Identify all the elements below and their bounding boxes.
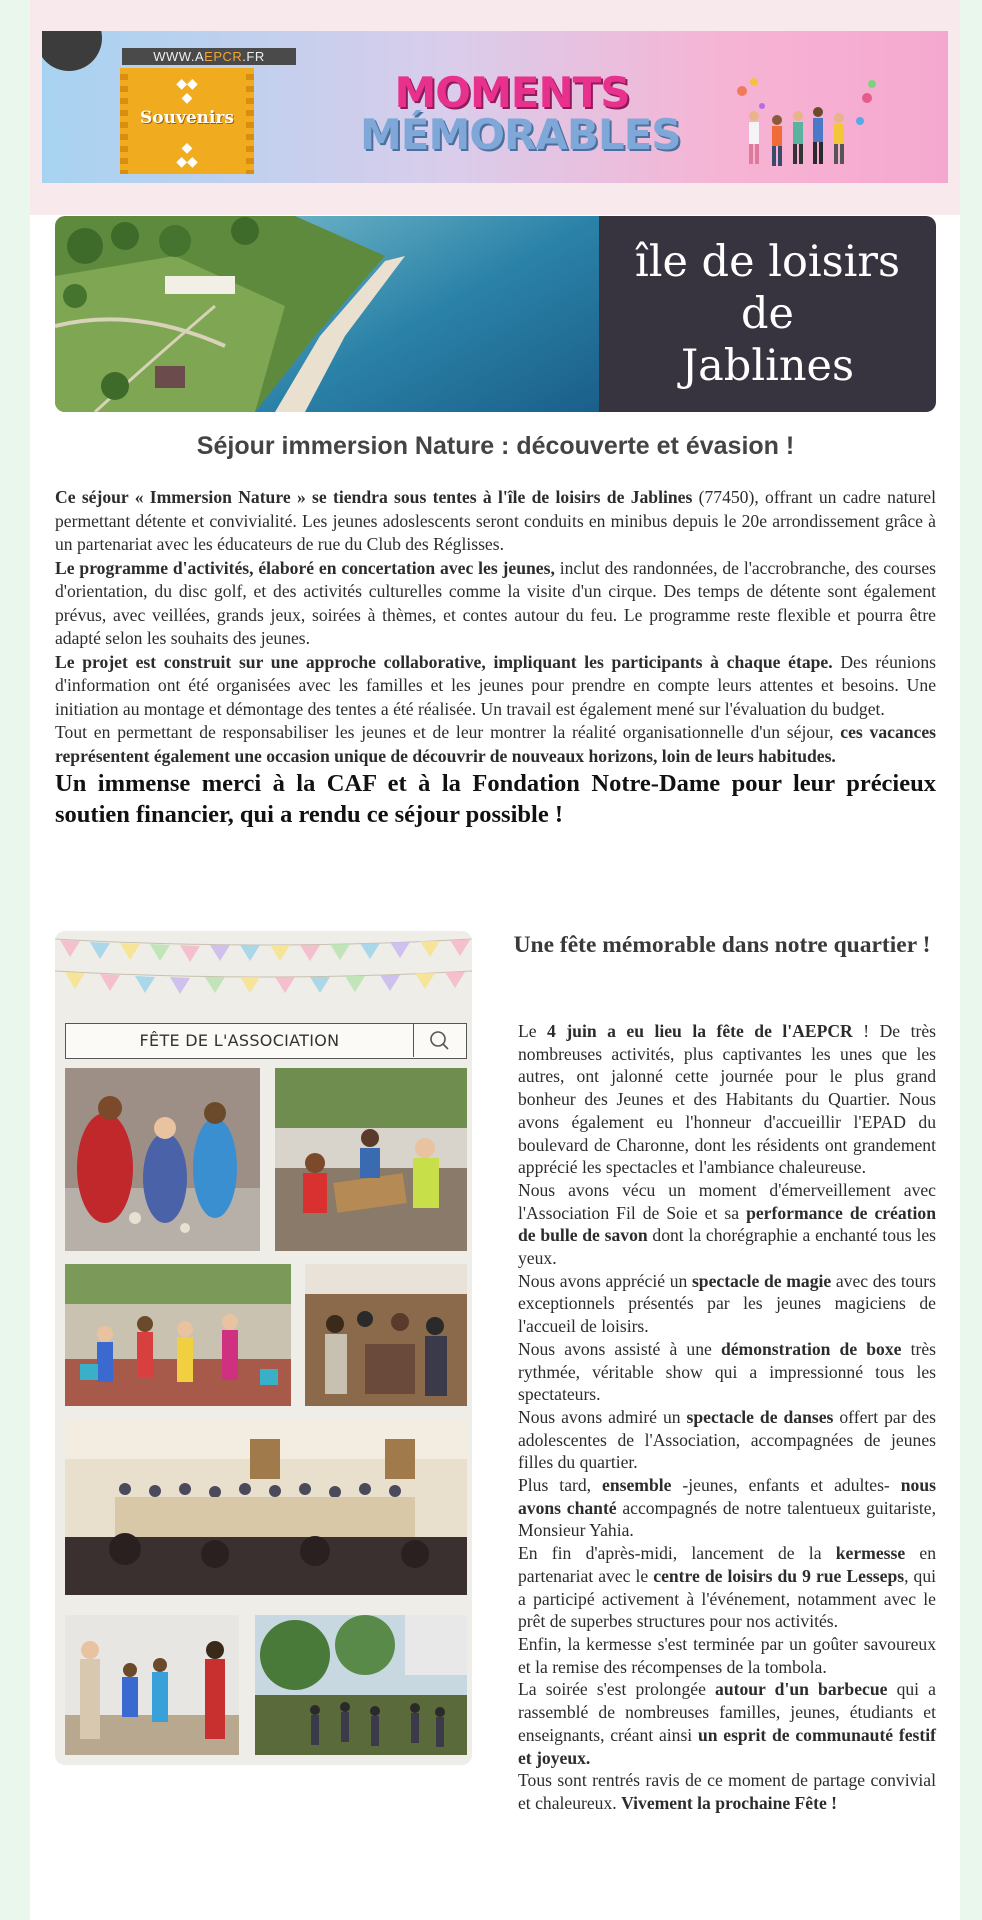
photo-costume-parade [65,1264,291,1406]
fete-photo-collage [55,931,472,1765]
paragraph: Tous sont rentrés ravis de ce moment de partage convivial et chaleureux. Vivement la prochaine Fête ! [518,1770,936,1813]
article-body-sejour [55,486,936,830]
paragraph: Le 4 juin a eu lieu la fête de l'AEPCR ! De très nombreuses activités, plus captivantes les unes que les autres, ont jalonné cette journée pour le plus grand bonheur des Jeunes et des Habitants du Quartier. Nous avons également eu l'honneur d'accueillir l'EPAD du boulevard de Charonne, dont les résidents ont grandement apprécié les spectacles et l'ambiance chaleureuse. [518,1021,936,1178]
photo-garden-gathering [255,1615,467,1755]
website-url[interactable]: WWW.AEPCR.FR [122,48,296,65]
paragraph: Le programme d'activités, élaboré en concertation avec les jeunes, inclut des randonnées, de l'accrobranche, des courses d'orientation, du disc golf, et des activités culturelles comme la visite d'un cirque. Des temps de détente sont également prévus, avec veillées, grands jeux, soirées à thèmes, et contes autour du feu. Le programme reste flexible et pourra être adapté selon les souhaits des jeunes. [55,557,936,648]
hero-location-title [599,216,936,412]
paragraph: Nous avons admiré un spectacle de danses offert par des adolescentes de l'Association, accompagnées de jeunes filles du quartier. [518,1406,936,1473]
jablines-aerial-photo [55,216,599,412]
hero-title-line: de [741,289,794,339]
banner-corner-decoration [42,31,102,71]
paragraph: Enfin, la kermesse s'est terminée par un goûter savoureux et la remise des récompenses de la tombola. [518,1633,936,1677]
souvenirs-label: Souvenirs [139,108,234,128]
banner-title-memorables: MÉMORABLES [360,110,681,159]
souvenirs-tag [120,68,254,174]
paragraph: Ce séjour « Immersion Nature » se tiendra sous tentes à l'île de loisirs de Jablines (77450), offrant un cadre naturel permettant détente et convivialité. Les jeunes adoslescents seront conduits en minibus depuis le 20e arrondissement grâce à un partenariat avec les éducateurs de rue du Club des Réglisses. [55,487,936,554]
paragraph: Tout en permettant de responsabiliser les jeunes et de leur montrer la réalité organisationnelle d'un séjour, ces vacances représentent également une occasion unique de découvrir de nouveaux horizons, loin de leurs habitudes. [55,722,937,766]
newsletter-page [30,0,960,1920]
photo-kids-costumes [65,1068,260,1251]
photo-kids-game [275,1068,467,1251]
article-title-sejour: Séjour immersion Nature : découverte et évasion ! [196,432,795,460]
hero-title-line: île de loisirs [634,237,901,287]
paragraph: En fin d'après-midi, lancement de la kermesse en partenariat avec le centre de loisirs du 9 rue Lesseps, qui a participé activement à l'événement, notamment avec le prêt de superbes structures pour nos activités. [518,1543,936,1632]
thanks-statement: Un immense merci à la CAF et à la Fondation Notre-Dame pour leur précieux soutien financier, qui a rendu ce séjour possible ! [55,770,936,828]
party-people-illustration [732,76,882,176]
search-icon[interactable] [413,1024,466,1057]
paragraph: Nous avons vécu un moment d'émerveillement avec l'Association Fil de Soie et sa performance de création de bulle de savon dont la chorégraphie a enchanté tous les yeux. [518,1179,936,1269]
paragraph: Nous avons apprécié un spectacle de magie avec des tours exceptionnels présentés par les jeunes magiciens de l'accueil de loisirs. [518,1270,937,1337]
bunting-decoration [55,931,472,1011]
header-banner-area [30,0,960,215]
hero-title-line: Jablines [680,341,855,391]
paragraph: La soirée s'est prolongée autour d'un barbecue qui a rassemblé de nombreuses familles, jeunes, étudiants et enseignants, créant ainsi un esprit de communauté festif et joyeux. [518,1679,936,1768]
photo-choir-stage [65,1419,467,1595]
fete-search-bar[interactable] [65,1023,467,1059]
paragraph: Le projet est construit sur une approche collaborative, impliquant les participants à chaque étape. Des réunions d'information ont été organisées avec les familles et les jeunes pour prendre en compte leurs attentes et besoins. Une initiation au montage et démontage des tentes a été réalisée. Un travail est également mené sur l'évaluation du budget. [55,651,937,719]
paragraph: Plus tard, ensemble -jeunes, enfants et adultes- nous avons chanté accompagnés de notre talentueux guitariste, Monsieur Yahia. [518,1475,936,1541]
article-body-fete [518,1020,936,1815]
photo-crowd-indoor [305,1264,467,1406]
fete-association-label: FÊTE DE L'ASSOCIATION [139,1031,340,1050]
paragraph: Nous avons assisté à une démonstration de boxe très rythmée, véritable show qui a impressionné tous les spectateurs. [518,1338,936,1405]
diamond-ornament-icon: ◆◆ ◆ [176,77,198,106]
banner-title-moments: MOMENTS [394,68,630,117]
diamond-ornament-icon: ◆ ◆◆ [176,141,198,170]
hero-section [55,216,936,412]
photo-magic-show [65,1615,239,1755]
header-banner [42,31,948,183]
article-title-fete: Une fête mémorable dans notre quartier ! [513,932,931,958]
